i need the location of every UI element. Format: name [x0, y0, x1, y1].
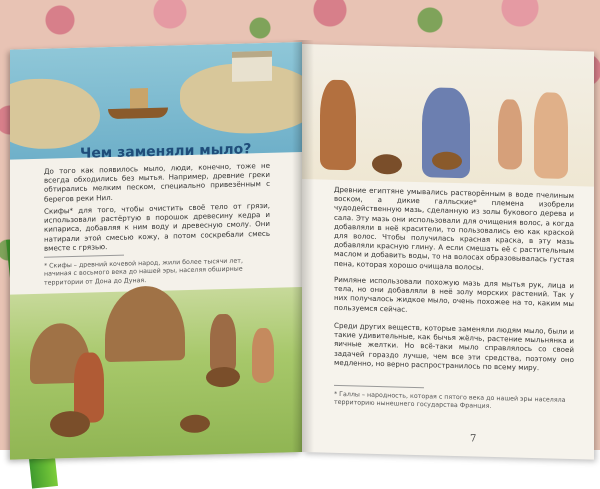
ship-hull [108, 108, 168, 120]
clay-pot [180, 414, 210, 433]
open-book [6, 40, 596, 452]
paragraph: Древние египтяне умывались растворённым в воде пчелиным воском, а дикие галльские* племена изобрели чудодейственную мазь, сделанную из золы букового дерева и сала. Эту мазь они использовали для очищения волос, а когда добавляли в неё красители, то пользовались ею как краской для волос. Чтобы получилась красная краска, в эту мазь добавляли красную глину. А если смешать её с растительным маслом и добавить воды, то на волосах образовывалась густая пена, которая хорошо очищала волосы. [334, 184, 574, 272]
paragraph: Среди других веществ, которые заменяли людям мыло, были и такие удивительные, как бычья жёлчь, растение мыльнянка и яичные желтки. Но всё-таки мыло справлялось со своей задачей гораздо лучше, чем все эти средства, поэтому оно медленно, но верно распространилось по всему миру. [334, 320, 574, 373]
clay-pot [372, 154, 402, 175]
scythian-figure [210, 314, 236, 375]
footnote: * Скифы – древний кочевой народ, жили более тысячи лет, начиная с восьмого века до нашей эры, населяя обширные территории от Дона до Дуная. [44, 257, 243, 287]
ship-sail [130, 88, 148, 108]
roman-figure [534, 92, 568, 179]
wooden-bowl [432, 151, 462, 170]
footnote: * Галлы – народность, которая с пятого века до нашей эры населяла территорию нынешнего государства Франция. [334, 390, 566, 411]
page-number: 7 [470, 433, 477, 445]
paragraph: Скифы* для того, чтобы очистить своё тело от грязи, использовали растёртую в порошок древесину кедра и кипариса, добавляя к ним воду и древесную смолу. Они натирали этой смесью кожу, а потом соскребали смесь вместе с грязью. [44, 200, 270, 253]
egyptian-figure [320, 79, 356, 170]
map-landmass [10, 77, 100, 150]
scythian-figure [252, 328, 274, 384]
right-page [302, 44, 594, 460]
clay-pot [50, 411, 90, 438]
ancient-map-illustration [10, 42, 302, 160]
greek-temple-illustration [232, 51, 272, 82]
egyptians-gauls-illustration [302, 44, 594, 187]
left-page [10, 42, 302, 460]
paragraph: Римляне использовали похожую мазь для мытья рук, лица и тела, но они добавляли в неё золу морских растений. Так у них получалось жидкое мыло, очень похожее на то, каким мы пользуемся сейчас. [334, 274, 574, 314]
footnote-rule [44, 255, 124, 258]
figure [498, 99, 522, 170]
yurt [105, 285, 185, 362]
footnote-rule [334, 385, 424, 388]
clay-pot [206, 367, 240, 388]
paragraph: До того как появилось мыло, люди, конечно, тоже не всегда обходились без мытья. Например, древние греки обтирались мелким песком, специально привезённым с берегов реки Нил. [44, 160, 270, 204]
page-title: Чем заменяли мыло? [80, 141, 252, 162]
scythian-camp-illustration [10, 287, 302, 460]
book-spine-shadow [292, 40, 314, 452]
ship-illustration [108, 88, 168, 120]
